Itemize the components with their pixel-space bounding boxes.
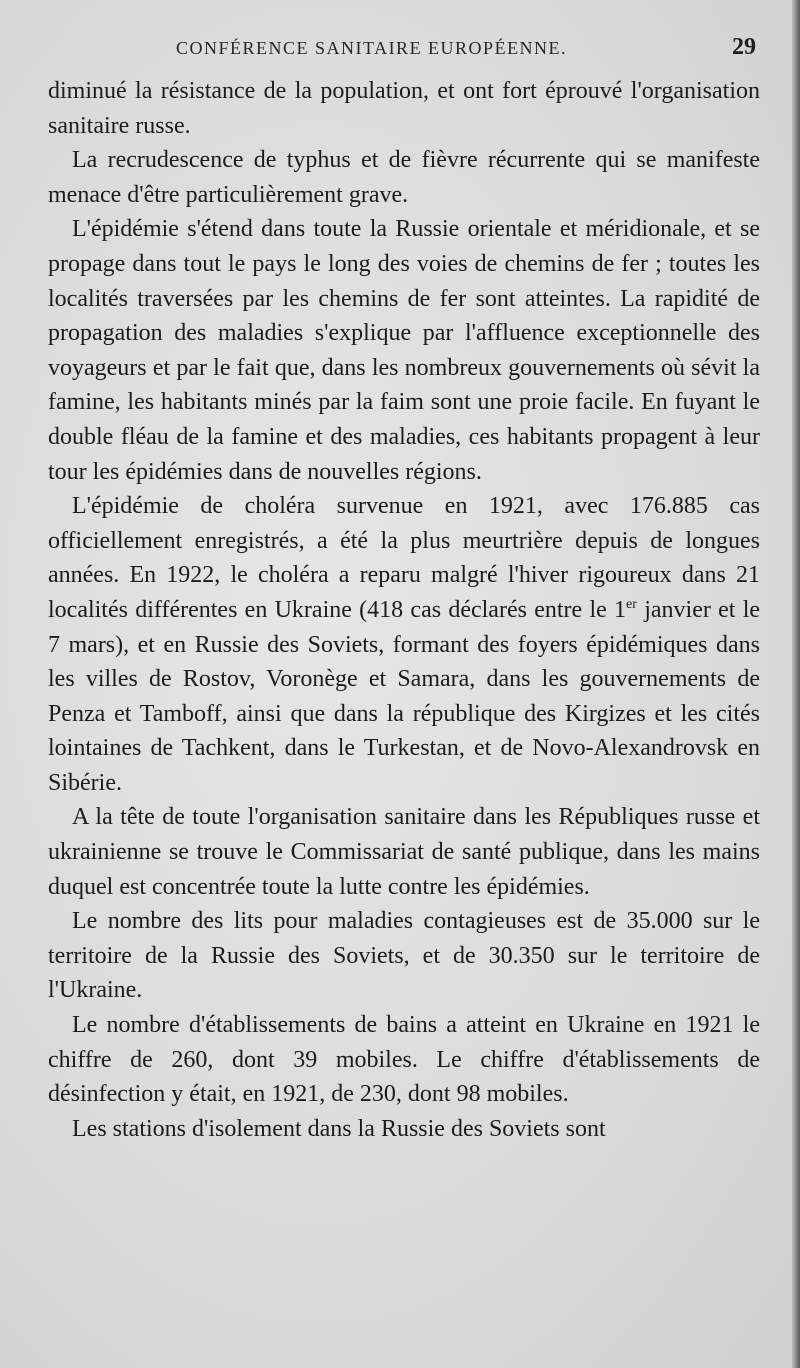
paragraph-baths: Le nombre d'établissements de bains a atteint en Ukraine en 1921 le chiffre de 260, dont 39 mobiles. Le chiffre d'établissements de désinfection y était, en 1921, de 230, dont 98 mobiles. — [48, 1012, 760, 1108]
paragraph-cholera — [48, 489, 760, 800]
paragraph-commissariat: A la tête de toute l'organisation sanitaire dans les Républiques russe et ukrainienne se trouve le Commissariat de santé publique, dans les mains duquel est concentrée toute la lutte contre les épidémies. — [48, 804, 760, 900]
paragraph-isolation-stations: Les stations d'isolement dans la Russie des Soviets sont — [72, 1115, 606, 1142]
superscript-er: er — [626, 596, 637, 612]
body-text — [48, 74, 760, 1146]
paragraph-typhus: La recrudescence de typhus et de fièvre récurrente qui se manifeste menace d'être particulièrement grave. — [48, 147, 760, 208]
cholera-text-part1: L'épidémie de choléra survenue en 1921, avec 176.885 cas officiellement enregistrés, a été la plus meurtrière depuis de longues années. En 1922, le choléra a reparu malgré l'hiver rigoureux dans 21 localités différentes en Ukraine (418 cas déclarés entre le 1 — [48, 493, 760, 623]
cholera-text-part2: janvier et le 7 mars), et en Russie des Soviets, formant des foyers épidémiques dans les villes de Rostov, Voronège et Samara, dans les gouvernements de Penza et Tamboff, ainsi que dans la république des Kirgizes et les cités lointaines de Tachkent, dans le Turkestan, et de Novo-Alexandrovsk en Sibérie. — [48, 596, 761, 796]
page-header — [48, 34, 760, 74]
running-title: CONFÉRENCE SANITAIRE EUROPÉENNE. — [176, 38, 568, 58]
paragraph-beds: Le nombre des lits pour maladies contagieuses est de 35.000 sur le territoire de la Russie des Soviets, et de 30.350 sur le territoire de l'Ukraine. — [48, 908, 760, 1004]
paragraph-epidemic-spread: L'épidémie s'étend dans toute la Russie orientale et méridionale, et se propage dans tout le pays le long des voies de chemins de fer ; toutes les localités traversées par les chemins de fer sont atteintes. La rapidité de propagation des maladies s'explique par l'affluence exceptionnelle des voyageurs et par le fait que, dans les nombreux gouvernements où sévit la famine, les habitants minés par la faim sont une proie facile. En fuyant le double fléau de la famine et des maladies, ces habitants propagent à leur tour les épidémies dans de nouvelles régions. — [48, 216, 760, 485]
paragraph-continued: diminué la résistance de la population, et ont fort éprouvé l'organisation sanitaire russe. — [48, 78, 760, 139]
page-number: 29 — [732, 34, 756, 60]
